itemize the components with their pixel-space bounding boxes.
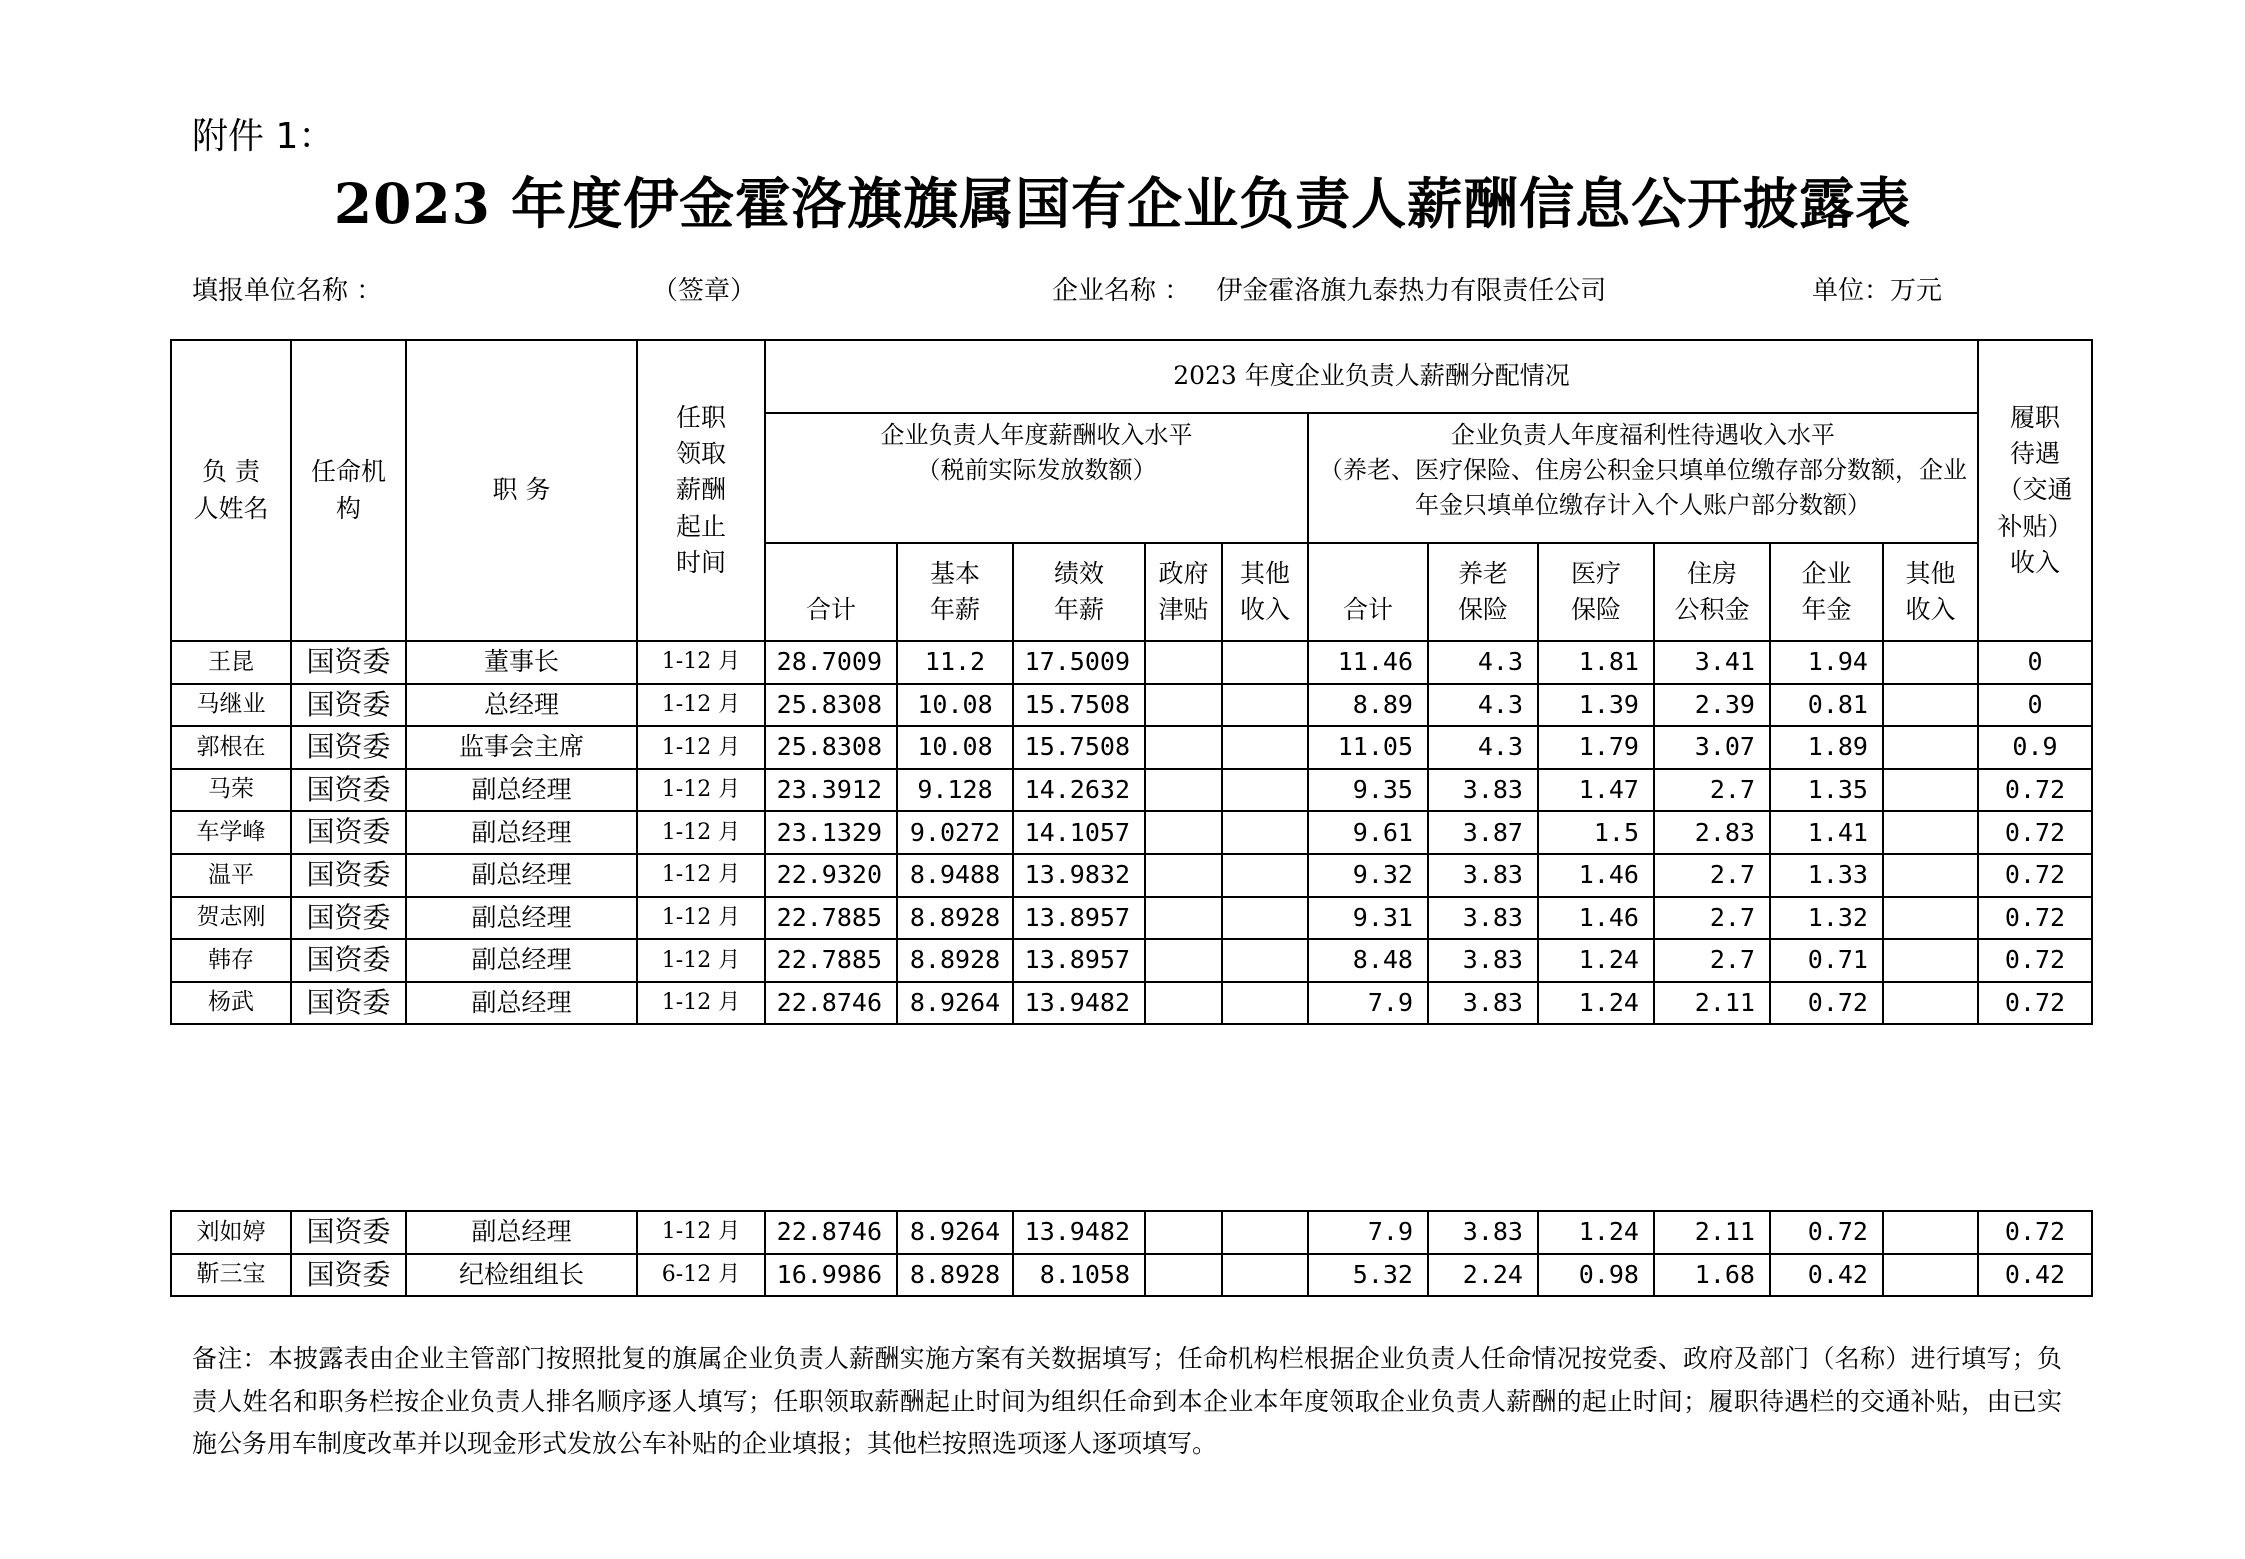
header-line: 养老 [1457, 558, 1508, 588]
cell-gov-allowance [1145, 1211, 1222, 1254]
cell-other-income [1222, 1211, 1308, 1254]
cell-welfare-total: 5.32 [1308, 1254, 1428, 1297]
cell-name: 郭根在 [171, 726, 291, 769]
cell-other-income [1222, 811, 1308, 854]
salary-table-continued [170, 1210, 2093, 1297]
cell-performance-salary: 13.9482 [1013, 1211, 1145, 1254]
cell-duty-allowance: 0.72 [1978, 769, 2092, 812]
cell-period: 1-12 月 [637, 982, 765, 1025]
header-line: （养老、医疗保险、住房公积金只填单位缴存部分数额，企业年金只填单位缴存计入个人账户部分数额） [1319, 455, 1967, 519]
salary-table [170, 339, 2093, 1025]
header-distribution: 2023 年度企业负责人薪酬分配情况 [765, 340, 1978, 413]
cell-position: 监事会主席 [406, 726, 637, 769]
cell-welfare-total: 11.05 [1308, 726, 1428, 769]
cell-gov-allowance [1145, 769, 1222, 812]
cell-salary-total: 28.7009 [765, 641, 897, 684]
cell-org: 国资委 [291, 1254, 406, 1297]
cell-housing-fund: 2.11 [1654, 982, 1770, 1025]
cell-housing-fund: 2.83 [1654, 811, 1770, 854]
cell-welfare-total: 9.61 [1308, 811, 1428, 854]
cell-pension: 3.83 [1428, 982, 1538, 1025]
cell-performance-salary: 14.1057 [1013, 811, 1145, 854]
cell-medical: 1.5 [1538, 811, 1654, 854]
cell-pension: 4.3 [1428, 641, 1538, 684]
header-line: 年金 [1801, 595, 1852, 624]
cell-org: 国资委 [291, 769, 406, 812]
cell-pension: 4.3 [1428, 684, 1538, 727]
cell-annuity: 0.71 [1770, 939, 1883, 982]
header-line: 补贴） [1997, 511, 2073, 541]
cell-gov-allowance [1145, 897, 1222, 940]
cell-housing-fund: 3.41 [1654, 641, 1770, 684]
cell-position: 副总经理 [406, 854, 637, 897]
header-position: 职 务 [406, 340, 637, 641]
header-line: 收入 [2009, 547, 2060, 577]
cell-welfare-other [1883, 811, 1978, 854]
header-line: 起止 [675, 511, 726, 541]
cell-performance-salary: 13.8957 [1013, 939, 1145, 982]
cell-basic-salary: 10.08 [897, 726, 1013, 769]
cell-welfare-total: 9.35 [1308, 769, 1428, 812]
header-line: 年薪 [929, 595, 980, 624]
cell-salary-total: 22.8746 [765, 1211, 897, 1254]
cell-medical: 0.98 [1538, 1254, 1654, 1297]
cell-gov-allowance [1145, 982, 1222, 1025]
cell-duty-allowance: 0.72 [1978, 811, 2092, 854]
cell-salary-total: 22.8746 [765, 982, 897, 1025]
cell-pension: 4.3 [1428, 726, 1538, 769]
header-line: 绩效 [1053, 558, 1104, 588]
seal-label: （签章） [652, 276, 757, 306]
header-line: 医疗 [1570, 558, 1621, 588]
cell-pension: 2.24 [1428, 1254, 1538, 1297]
cell-basic-salary: 8.9264 [897, 982, 1013, 1025]
company-info [1052, 270, 1606, 307]
cell-medical: 1.46 [1538, 854, 1654, 897]
cell-other-income [1222, 854, 1308, 897]
header-line: 负 责 [202, 457, 260, 487]
cell-performance-salary: 13.9482 [1013, 982, 1145, 1025]
cell-name: 车学峰 [171, 811, 291, 854]
header-line: 其他 [1905, 558, 1956, 588]
table-row [171, 982, 2092, 1025]
cell-name: 刘如婷 [171, 1211, 291, 1254]
cell-other-income [1222, 769, 1308, 812]
cell-period: 1-12 月 [637, 641, 765, 684]
cell-annuity: 1.35 [1770, 769, 1883, 812]
header-line: 企业负责人年度薪酬收入水平 [880, 421, 1193, 449]
cell-salary-total: 16.9986 [765, 1254, 897, 1297]
cell-welfare-other [1883, 854, 1978, 897]
cell-annuity: 0.72 [1770, 1211, 1883, 1254]
table-row [171, 1254, 2092, 1297]
cell-name: 贺志刚 [171, 897, 291, 940]
cell-salary-total: 23.1329 [765, 811, 897, 854]
cell-welfare-total: 9.32 [1308, 854, 1428, 897]
header-line: 任职 [675, 402, 726, 432]
cell-org: 国资委 [291, 897, 406, 940]
cell-welfare-total: 8.89 [1308, 684, 1428, 727]
cell-pension: 3.83 [1428, 854, 1538, 897]
table-row [171, 684, 2092, 727]
header-salary-total: 合计 [765, 543, 897, 641]
cell-org: 国资委 [291, 811, 406, 854]
currency-unit: 单位：万元 [1812, 276, 1943, 306]
cell-housing-fund: 2.7 [1654, 939, 1770, 982]
cell-position: 副总经理 [406, 939, 637, 982]
cell-position: 副总经理 [406, 811, 637, 854]
cell-gov-allowance [1145, 811, 1222, 854]
cell-annuity: 0.72 [1770, 982, 1883, 1025]
header-line: 薪酬 [675, 475, 726, 505]
header-line: 保险 [1457, 595, 1508, 624]
cell-performance-salary: 15.7508 [1013, 726, 1145, 769]
header-line: 构 [335, 493, 361, 523]
cell-annuity: 1.89 [1770, 726, 1883, 769]
cell-welfare-other [1883, 726, 1978, 769]
header-performance-salary [1013, 543, 1145, 641]
cell-gov-allowance [1145, 726, 1222, 769]
cell-annuity: 1.41 [1770, 811, 1883, 854]
cell-other-income [1222, 897, 1308, 940]
header-line: 保险 [1570, 595, 1621, 624]
cell-name: 马荣 [171, 769, 291, 812]
cell-medical: 1.24 [1538, 1211, 1654, 1254]
cell-duty-allowance: 0.9 [1978, 726, 2092, 769]
cell-org: 国资委 [291, 939, 406, 982]
cell-welfare-other [1883, 1254, 1978, 1297]
cell-gov-allowance [1145, 684, 1222, 727]
header-line: 收入 [1239, 595, 1290, 624]
header-line: 年薪 [1053, 595, 1104, 624]
header-line: 人姓名 [193, 493, 269, 523]
header-line: 时间 [675, 547, 726, 577]
header-line: 待遇 [2009, 439, 2060, 469]
cell-org: 国资委 [291, 982, 406, 1025]
cell-pension: 3.87 [1428, 811, 1538, 854]
cell-annuity: 1.33 [1770, 854, 1883, 897]
cell-duty-allowance: 0.72 [1978, 939, 2092, 982]
cell-period: 1-12 月 [637, 854, 765, 897]
header-duty-allowance [1978, 340, 2092, 641]
cell-welfare-other [1883, 897, 1978, 940]
cell-welfare-total: 7.9 [1308, 1211, 1428, 1254]
cell-period: 1-12 月 [637, 726, 765, 769]
header-pension [1428, 543, 1538, 641]
reporting-unit-label: 填报单位名称 ： [192, 276, 383, 306]
header-line: 津贴 [1158, 595, 1209, 624]
table-row [171, 641, 2092, 684]
header-line: 企业负责人年度福利性待遇收入水平 [1451, 421, 1835, 449]
header-other-income [1222, 543, 1308, 641]
cell-duty-allowance: 0.42 [1978, 1254, 2092, 1297]
cell-salary-total: 23.3912 [765, 769, 897, 812]
table-row [171, 769, 2092, 812]
header-line: 任命机 [310, 457, 386, 487]
table-row [171, 897, 2092, 940]
cell-basic-salary: 8.8928 [897, 1254, 1013, 1297]
cell-basic-salary: 8.9264 [897, 1211, 1013, 1254]
header-salary-group [765, 413, 1308, 543]
cell-performance-salary: 13.9832 [1013, 854, 1145, 897]
cell-duty-allowance: 0 [1978, 684, 2092, 727]
cell-welfare-other [1883, 769, 1978, 812]
cell-org: 国资委 [291, 641, 406, 684]
cell-other-income [1222, 1254, 1308, 1297]
header-line: 政府 [1158, 558, 1209, 588]
cell-welfare-other [1883, 684, 1978, 727]
cell-org: 国资委 [291, 684, 406, 727]
cell-period: 1-12 月 [637, 1211, 765, 1254]
cell-welfare-total: 7.9 [1308, 982, 1428, 1025]
cell-medical: 1.47 [1538, 769, 1654, 812]
cell-annuity: 1.94 [1770, 641, 1883, 684]
cell-basic-salary: 8.9488 [897, 854, 1013, 897]
cell-welfare-total: 9.31 [1308, 897, 1428, 940]
cell-medical: 1.46 [1538, 897, 1654, 940]
cell-position: 副总经理 [406, 769, 637, 812]
cell-salary-total: 22.7885 [765, 897, 897, 940]
cell-salary-total: 22.9320 [765, 854, 897, 897]
cell-salary-total: 25.8308 [765, 684, 897, 727]
cell-housing-fund: 2.7 [1654, 854, 1770, 897]
cell-basic-salary: 10.08 [897, 684, 1013, 727]
cell-duty-allowance: 0.72 [1978, 854, 2092, 897]
cell-name: 王昆 [171, 641, 291, 684]
cell-gov-allowance [1145, 939, 1222, 982]
cell-pension: 3.83 [1428, 897, 1538, 940]
cell-position: 副总经理 [406, 1211, 637, 1254]
cell-other-income [1222, 684, 1308, 727]
cell-basic-salary: 9.0272 [897, 811, 1013, 854]
cell-name: 靳三宝 [171, 1254, 291, 1297]
header-line: 公积金 [1674, 595, 1750, 624]
cell-duty-allowance: 0 [1978, 641, 2092, 684]
cell-position: 总经理 [406, 684, 637, 727]
header-line: 基本 [929, 558, 980, 588]
cell-basic-salary: 11.2 [897, 641, 1013, 684]
cell-org: 国资委 [291, 854, 406, 897]
header-medical [1538, 543, 1654, 641]
footnote: 备注：本披露表由企业主管部门按照批复的旗属企业负责人薪酬实施方案有关数据填写；任命机构栏根据企业负责人任命情况按党委、政府及部门（名称）进行填写；负责人姓名和职务栏按企业负责人排名顺序逐人填写；任职领取薪酬起止时间为组织任命到本企业本年度领取企业负责人薪酬的起止时间；履职待遇栏的交通补贴，由已实施公务用车制度改革并以现金形式发放公车补贴的企业填报；其他栏按照选项逐人逐项填写。 [192, 1344, 2062, 1458]
cell-pension: 3.83 [1428, 1211, 1538, 1254]
cell-name: 温平 [171, 854, 291, 897]
cell-duty-allowance: 0.72 [1978, 982, 2092, 1025]
cell-org: 国资委 [291, 1211, 406, 1254]
cell-medical: 1.24 [1538, 982, 1654, 1025]
cell-housing-fund: 2.39 [1654, 684, 1770, 727]
header-basic-salary [897, 543, 1013, 641]
cell-performance-salary: 17.5009 [1013, 641, 1145, 684]
page-title: 2023 年度伊金霍洛旗旗属国有企业负责人薪酬信息公开披露表 [333, 171, 1912, 236]
cell-position: 副总经理 [406, 982, 637, 1025]
cell-name: 马继业 [171, 684, 291, 727]
cell-basic-salary: 9.128 [897, 769, 1013, 812]
cell-name: 韩存 [171, 939, 291, 982]
cell-other-income [1222, 726, 1308, 769]
cell-housing-fund: 1.68 [1654, 1254, 1770, 1297]
header-annuity [1770, 543, 1883, 641]
header-line: 住房 [1686, 558, 1737, 588]
cell-annuity: 0.42 [1770, 1254, 1883, 1297]
cell-housing-fund: 2.11 [1654, 1211, 1770, 1254]
header-org [291, 340, 406, 641]
header-line: 履职 [2009, 402, 2060, 432]
company-name: 伊金霍洛旗九泰热力有限责任公司 [1216, 276, 1607, 306]
cell-other-income [1222, 939, 1308, 982]
cell-housing-fund: 2.7 [1654, 897, 1770, 940]
cell-org: 国资委 [291, 726, 406, 769]
table-row [171, 1211, 2092, 1254]
header-line: 其他 [1239, 558, 1290, 588]
header-period [637, 340, 765, 641]
header-line: 企业 [1801, 558, 1852, 588]
cell-name: 杨武 [171, 982, 291, 1025]
cell-period: 1-12 月 [637, 684, 765, 727]
annex-label: 附件 1： [192, 116, 335, 157]
cell-gov-allowance [1145, 1254, 1222, 1297]
cell-other-income [1222, 982, 1308, 1025]
cell-position: 纪检组组长 [406, 1254, 637, 1297]
cell-housing-fund: 2.7 [1654, 769, 1770, 812]
cell-gov-allowance [1145, 641, 1222, 684]
header-gov-allowance [1145, 543, 1222, 641]
cell-performance-salary: 8.1058 [1013, 1254, 1145, 1297]
cell-pension: 3.83 [1428, 939, 1538, 982]
table-row [171, 811, 2092, 854]
cell-welfare-total: 11.46 [1308, 641, 1428, 684]
table-row [171, 726, 2092, 769]
cell-basic-salary: 8.8928 [897, 939, 1013, 982]
cell-housing-fund: 3.07 [1654, 726, 1770, 769]
cell-medical: 1.39 [1538, 684, 1654, 727]
cell-annuity: 1.32 [1770, 897, 1883, 940]
header-name [171, 340, 291, 641]
cell-salary-total: 22.7885 [765, 939, 897, 982]
cell-pension: 3.83 [1428, 769, 1538, 812]
header-line: 领取 [675, 439, 726, 469]
cell-period: 1-12 月 [637, 939, 765, 982]
cell-period: 6-12 月 [637, 1254, 765, 1297]
header-line: （交通 [1997, 475, 2073, 505]
header-welfare-group [1308, 413, 1978, 543]
cell-medical: 1.24 [1538, 939, 1654, 982]
cell-position: 董事长 [406, 641, 637, 684]
header-welfare-other [1883, 543, 1978, 641]
cell-period: 1-12 月 [637, 769, 765, 812]
cell-other-income [1222, 641, 1308, 684]
cell-performance-salary: 13.8957 [1013, 897, 1145, 940]
company-label: 企业名称 ： [1052, 276, 1191, 306]
cell-salary-total: 25.8308 [765, 726, 897, 769]
header-line: 收入 [1905, 595, 1956, 624]
cell-welfare-other [1883, 939, 1978, 982]
cell-medical: 1.81 [1538, 641, 1654, 684]
header-welfare-total: 合计 [1308, 543, 1428, 641]
cell-duty-allowance: 0.72 [1978, 897, 2092, 940]
cell-welfare-other [1883, 1211, 1978, 1254]
cell-position: 副总经理 [406, 897, 637, 940]
header-line: （税前实际发放数额） [916, 455, 1157, 484]
cell-period: 1-12 月 [637, 897, 765, 940]
cell-welfare-total: 8.48 [1308, 939, 1428, 982]
cell-basic-salary: 8.8928 [897, 897, 1013, 940]
cell-medical: 1.79 [1538, 726, 1654, 769]
header-housing-fund [1654, 543, 1770, 641]
cell-period: 1-12 月 [637, 811, 765, 854]
cell-welfare-other [1883, 641, 1978, 684]
cell-duty-allowance: 0.72 [1978, 1211, 2092, 1254]
table-row [171, 854, 2092, 897]
cell-performance-salary: 15.7508 [1013, 684, 1145, 727]
cell-performance-salary: 14.2632 [1013, 769, 1145, 812]
cell-welfare-other [1883, 982, 1978, 1025]
cell-annuity: 0.81 [1770, 684, 1883, 727]
table-row [171, 939, 2092, 982]
cell-gov-allowance [1145, 854, 1222, 897]
